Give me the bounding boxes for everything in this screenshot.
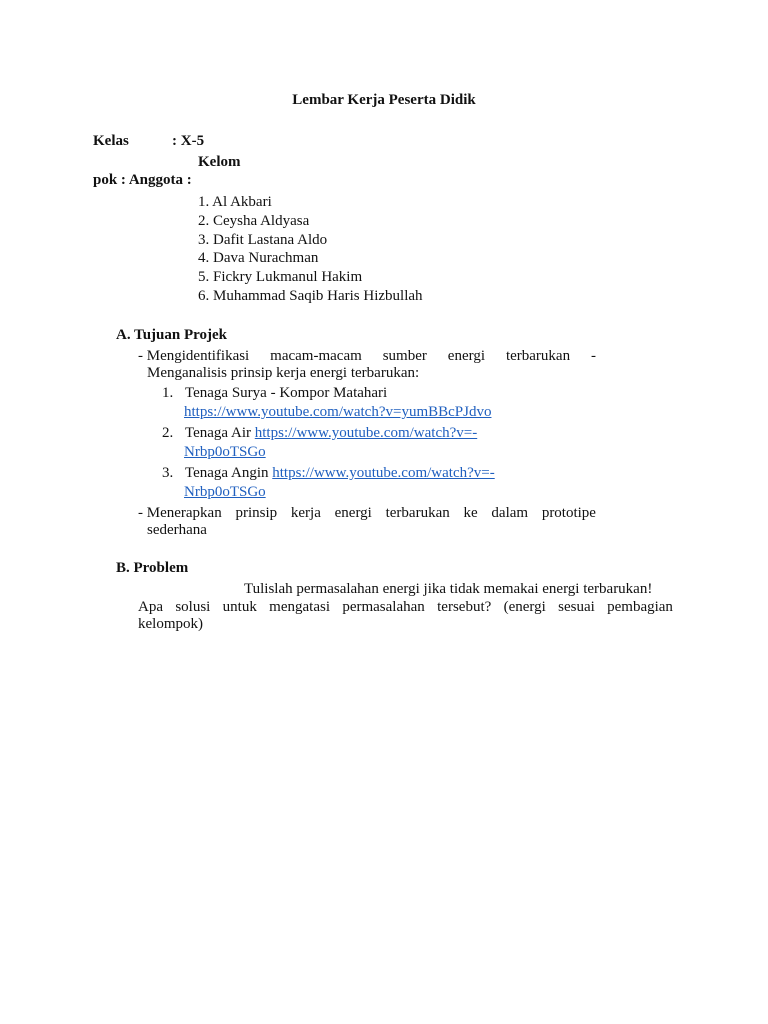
list-item-number: 1. bbox=[162, 385, 174, 401]
word: energi bbox=[334, 505, 372, 521]
kelompok-label-part1: Kelom bbox=[198, 154, 241, 170]
member-item: 3. Dafit Lastana Aldo bbox=[198, 232, 328, 248]
page-title: Lembar Kerja Peserta Didik bbox=[292, 92, 476, 108]
section-a-heading: A. Tujuan Projek bbox=[116, 327, 228, 343]
section-b-heading: B. Problem bbox=[116, 560, 189, 576]
word: prototipe bbox=[541, 505, 596, 521]
word: kerja bbox=[290, 505, 321, 521]
section-b-line3: kelompok) bbox=[138, 616, 203, 632]
section-a-bullet2-line2: sederhana bbox=[147, 522, 207, 538]
kelas-label: Kelas bbox=[93, 133, 129, 149]
word: solusi bbox=[175, 599, 211, 615]
word: - Menerapkan bbox=[138, 505, 222, 521]
word: mengatasi bbox=[269, 599, 330, 615]
word: energi bbox=[447, 348, 486, 364]
list-item-line bbox=[185, 425, 477, 442]
youtube-link-air[interactable]: https://www.youtube.com/watch?v=- bbox=[254, 425, 478, 441]
member-item: 6. Muhammad Saqib Haris Hizbullah bbox=[198, 288, 423, 304]
word: terbarukan bbox=[385, 505, 450, 521]
word: untuk bbox=[222, 599, 257, 615]
kelompok-label-part2: pok : Anggota : bbox=[93, 172, 192, 188]
word: Apa bbox=[138, 599, 163, 615]
list-item-number: 2. bbox=[162, 425, 174, 441]
youtube-link-air-continued[interactable]: Nrbp0oTSGo bbox=[184, 444, 266, 460]
list-item-label: Tenaga Surya - Kompor Matahari bbox=[185, 385, 388, 401]
list-item-label: Tenaga Air bbox=[185, 425, 252, 441]
list-item-line bbox=[185, 465, 495, 482]
youtube-link-angin[interactable]: https://www.youtube.com/watch?v=- bbox=[272, 465, 495, 481]
word: sesuai bbox=[558, 599, 595, 615]
kelas-value: : X-5 bbox=[172, 133, 205, 149]
word: prinsip bbox=[235, 505, 278, 521]
word: sumber bbox=[382, 348, 427, 364]
word: pembagian bbox=[607, 599, 673, 615]
member-item: 1. Al Akbari bbox=[198, 194, 272, 210]
word: tersebut? bbox=[437, 599, 492, 615]
word: - bbox=[591, 348, 596, 364]
list-item-label: Tenaga Angin bbox=[185, 465, 269, 481]
youtube-link-angin-continued[interactable]: Nrbp0oTSGo bbox=[184, 484, 266, 500]
member-item: 5. Fickry Lukmanul Hakim bbox=[198, 269, 363, 285]
section-b-line1: Tulislah permasalahan energi jika tidak memakai energi terbarukan! bbox=[244, 581, 653, 597]
word: terbarukan bbox=[505, 348, 571, 364]
section-a-bullet1-line1 bbox=[138, 348, 596, 365]
member-item: 2. Ceysha Aldyasa bbox=[198, 213, 310, 229]
section-a-bullet2-line1 bbox=[138, 505, 596, 522]
word: ke bbox=[463, 505, 478, 521]
youtube-link-surya[interactable]: https://www.youtube.com/watch?v=yumBBcPJdvo bbox=[184, 404, 492, 420]
word: dalam bbox=[491, 505, 529, 521]
member-item: 4. Dava Nurachman bbox=[198, 250, 319, 266]
list-item-number: 3. bbox=[162, 465, 174, 481]
section-a-bullet1-line2: Menganalisis prinsip kerja energi terbarukan: bbox=[147, 365, 420, 381]
word: - Mengidentifikasi bbox=[138, 348, 250, 364]
section-b-line2 bbox=[138, 599, 673, 616]
word: permasalahan bbox=[342, 599, 425, 615]
word: macam-macam bbox=[270, 348, 362, 364]
word: (energi bbox=[503, 599, 546, 615]
